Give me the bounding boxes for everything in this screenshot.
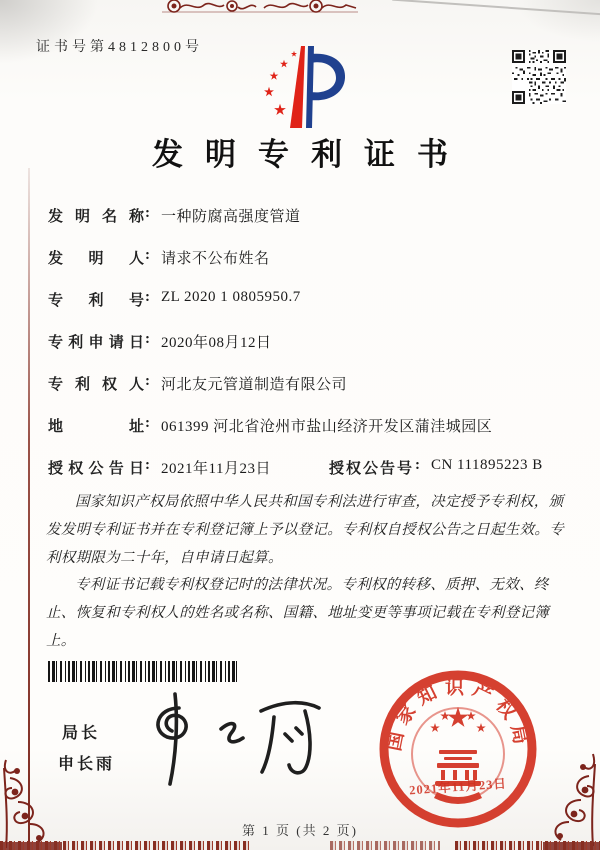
- field-label: 专利号: [48, 293, 144, 309]
- legal-paragraph-1: 国家知识产权局依照中华人民共和国专利法进行审查，决定授予专利权，颁发发明专利证书并在专利登记簿上予以登记。专利权自授权公告之日起生效。专利权期限为二十年，自申请日起算。: [46, 494, 564, 566]
- field-label: 发明名称: [48, 209, 144, 225]
- barcode: [48, 661, 238, 682]
- photo-edge-line: [392, 0, 600, 15]
- field-label: 发明人: [48, 251, 144, 267]
- bottom-right-ornament: [543, 752, 600, 850]
- bottom-border-pattern: [0, 841, 250, 850]
- field-label: 专利权人: [48, 377, 144, 393]
- certificate-number: 证书号第4812800号: [36, 40, 203, 55]
- field-address: 地址 : 061399 河北省沧州市盐山经济开发区蒲洼城园区: [48, 415, 493, 435]
- field-value: 2020年08月12日: [161, 335, 272, 351]
- field-label: 地址: [48, 419, 144, 435]
- bottom-left-ornament: [0, 758, 70, 850]
- bottom-border-pattern: [455, 841, 600, 850]
- field-label: 授权公告日: [48, 461, 144, 477]
- qr-code: [512, 50, 566, 104]
- field-inventor: 发明人 : 请求不公布姓名: [48, 247, 270, 267]
- director-signature: [135, 682, 345, 797]
- cnipa-logo: [250, 38, 354, 138]
- field-label: 专利申请日: [48, 335, 144, 351]
- field-invention-name: 发明名称 : 一种防腐高强度管道: [48, 205, 301, 225]
- top-ornament-band: [160, 0, 360, 16]
- field-filing-date: 专利申请日 : 2020年08月12日: [48, 331, 272, 351]
- page-number: 第 1 页 (共 2 页): [242, 823, 358, 838]
- field-value: 061399 河北省沧州市盐山经济开发区蒲洼城园区: [161, 419, 493, 435]
- seal-date: 2021年11月23日: [408, 776, 508, 798]
- signer-name: 申长雨: [58, 756, 116, 773]
- legal-paragraph-2: 专利证书记载专利权登记时的法律状况。专利权的转移、质押、无效、终止、恢复和专利权人的姓名或名称、国籍、地址变更等事项记载在专利登记簿上。: [46, 577, 550, 650]
- field-grant-number: 授权公告号 : CN 111895223 B: [328, 457, 543, 477]
- left-border-line: [28, 168, 30, 850]
- official-seal: [375, 666, 541, 832]
- field-patentee: 专利权人 : 河北友元管道制造有限公司: [48, 373, 348, 393]
- field-value: 河北友元管道制造有限公司: [161, 377, 348, 393]
- field-label: 授权公告号: [328, 461, 414, 477]
- field-value: 2021年11月23日: [161, 461, 271, 477]
- legal-text: [46, 489, 572, 656]
- field-value: 一种防腐高强度管道: [161, 209, 301, 225]
- field-value: CN 111895223 B: [430, 457, 543, 473]
- field-value: 请求不公布姓名: [161, 251, 270, 267]
- certificate-title: 发明专利证书: [152, 137, 470, 172]
- signer-title: 局长: [62, 725, 101, 742]
- field-grant-date-and-number: 授权公告日 : 2021年11月23日 授权公告号 : CN 111895223 B: [48, 457, 543, 477]
- bottom-border-pattern: [330, 841, 440, 850]
- seal-arc-text: 国家知识产权局: [383, 677, 533, 753]
- field-patent-number: 专利号 : ZL 2020 1 0805950.7: [48, 289, 301, 309]
- field-value: ZL 2020 1 0805950.7: [161, 289, 301, 305]
- field-list: [48, 205, 572, 499]
